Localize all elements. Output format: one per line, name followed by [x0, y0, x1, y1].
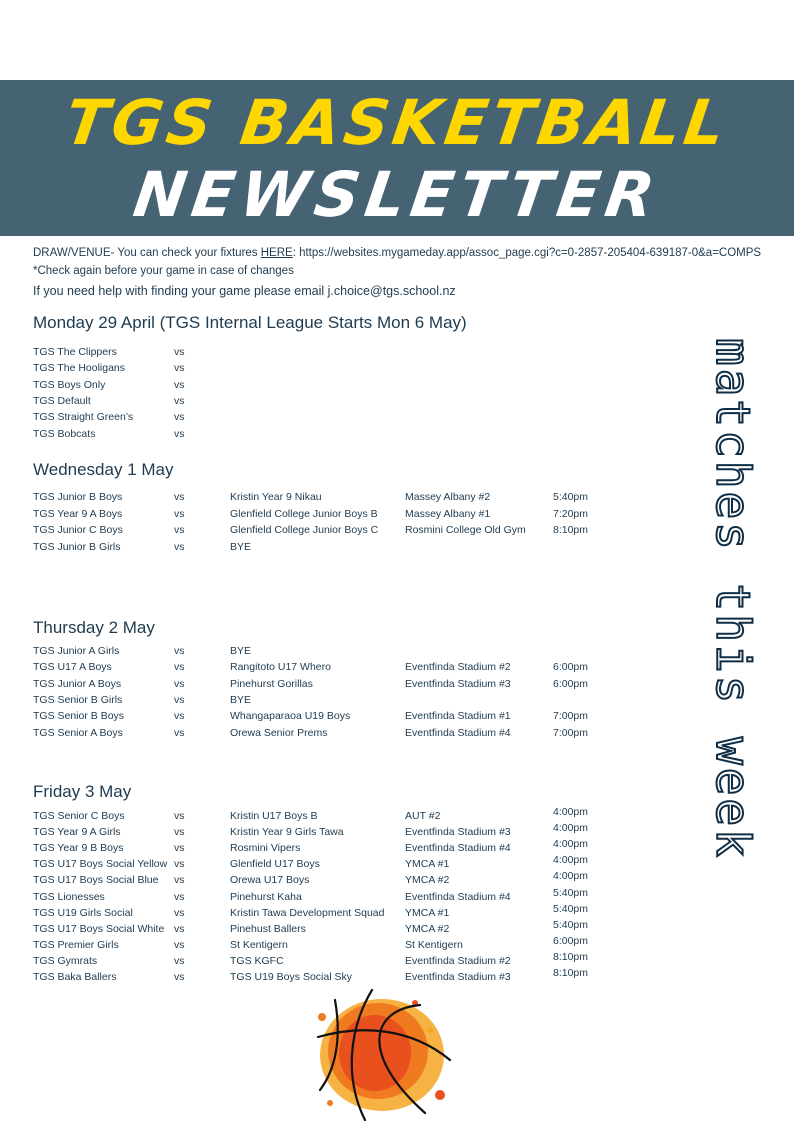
fixture-team: TGS The Hooligans [33, 362, 126, 375]
fixture-venue: AUT #2 [405, 810, 441, 822]
fixture-time: 7:00pm [553, 726, 589, 739]
fixture-team: TGS Baka Ballers [33, 971, 117, 983]
fixture-time: 8:10pm [553, 524, 589, 536]
fixture-vs: vs [174, 890, 185, 903]
fixture-time: 6:00pm [553, 677, 589, 690]
fixture-time: 7:00pm [553, 710, 589, 723]
fixture-team: TGS Junior A Girls [33, 645, 120, 657]
fixture-row [33, 395, 633, 411]
help-line: If you need help with finding your game please email j.choice@tgs.school.nz [33, 284, 456, 298]
fixture-venue: Eventfinda Stadium #4 [405, 726, 511, 739]
fixture-vs: vs [174, 362, 185, 375]
fixture-opponent: Kristin Year 9 Nikau [230, 491, 322, 503]
fixture-team: TGS Junior C Boys [33, 524, 123, 536]
banner-title-line1: TGS BASKETBALL [60, 86, 734, 159]
fixture-vs: vs [174, 661, 185, 674]
check-note: *Check again before your game in case of changes [33, 265, 294, 277]
fixture-vs: vs [174, 378, 185, 391]
fixture-venue: YMCA #1 [405, 858, 450, 871]
fixture-vs: vs [174, 427, 185, 440]
fixture-vs: vs [174, 971, 185, 983]
fixture-vs: vs [174, 954, 185, 967]
fixture-team: TGS The Clippers [33, 346, 117, 358]
fixture-venue: Eventfinda Stadium #3 [405, 826, 511, 839]
fixture-venue: Massey Albany #2 [405, 491, 491, 503]
fixture-vs: vs [174, 540, 185, 553]
fixture-time: 8:10pm [553, 950, 589, 963]
fixture-time: 4:00pm [553, 822, 589, 835]
fixture-opponent: BYE [230, 540, 252, 553]
fixture-team: TGS Senior B Girls [33, 693, 123, 706]
fixture-vs: vs [174, 858, 185, 871]
fixture-row [33, 678, 633, 694]
fixture-row [33, 870, 633, 890]
fixture-row [33, 524, 633, 540]
fixture-venue: St Kentigern [405, 938, 463, 951]
fixture-vs: vs [174, 938, 185, 951]
fixture-row [33, 710, 633, 726]
fixture-time: 8:10pm [553, 967, 589, 979]
fixture-row [33, 411, 633, 427]
fixture-opponent: Kristin Year 9 Girls Tawa [230, 826, 344, 839]
fixture-team: TGS Gymrats [33, 954, 98, 967]
fixture-time: 5:40pm [553, 491, 589, 503]
fixture-opponent: Kristin Tawa Development Squad [230, 906, 385, 919]
fixture-team: TGS Year 9 A Girls [33, 826, 121, 839]
fixture-team: TGS Premier Girls [33, 938, 119, 951]
fixture-opponent: Glenfield College Junior Boys C [230, 524, 379, 536]
fixture-row [33, 902, 633, 923]
side-title-matches-this-week: matches this week [706, 338, 760, 860]
fixture-row [33, 822, 633, 842]
fixture-opponent: BYE [230, 693, 252, 706]
fixture-row [33, 491, 633, 507]
fixture-opponent: Orewa U17 Boys [230, 874, 310, 887]
fixture-vs: vs [174, 810, 185, 822]
fixture-venue: YMCA #2 [405, 874, 450, 887]
fixture-vs: vs [174, 710, 185, 723]
fixture-team: TGS U17 A Boys [33, 661, 112, 674]
day-heading: Wednesday 1 May [33, 460, 174, 479]
fixture-team: TGS Boys Only [33, 378, 106, 391]
fixture-vs: vs [174, 906, 185, 919]
fixture-row [33, 934, 633, 955]
fixture-venue: Rosmini College Old Gym [405, 524, 526, 536]
fixture-venue: Eventfinda Stadium #2 [405, 661, 511, 674]
fixture-venue: Eventfinda Stadium #3 [405, 677, 511, 690]
fixture-team: TGS Junior B Girls [33, 540, 121, 553]
fixture-opponent: Pinehust Ballers [230, 922, 306, 935]
fixture-row [33, 694, 633, 710]
day-heading: Monday 29 April (TGS Internal League Starts Mon 6 May) [33, 313, 467, 332]
fixture-row [33, 508, 633, 524]
fixture-time: 5:40pm [553, 918, 589, 931]
fixture-team: TGS U17 Boys Social White [33, 922, 165, 935]
fixture-vs: vs [174, 645, 185, 657]
fixture-vs: vs [174, 394, 185, 407]
draw-venue-url: : https://websites.mygameday.app/assoc_page.cgi?c=0-2857-205404-639187-0&a=COMPS [292, 247, 762, 259]
fixture-vs: vs [174, 524, 185, 536]
fixture-vs: vs [174, 726, 185, 739]
fixture-row [33, 645, 633, 661]
fixture-team: TGS Lionesses [33, 890, 105, 903]
fixture-venue: Eventfinda Stadium #3 [405, 971, 511, 983]
fixture-vs: vs [174, 874, 185, 887]
fixture-vs: vs [174, 411, 185, 424]
fixture-row [33, 918, 633, 939]
draw-venue-line [33, 247, 761, 259]
banner-title-line2: NEWSLETTER [129, 158, 665, 231]
fixture-row [33, 886, 633, 907]
fixture-time: 5:40pm [553, 902, 589, 915]
fixture-time: 4:00pm [553, 870, 589, 883]
fixture-team: TGS U19 Girls Social [33, 906, 133, 919]
fixture-time: 6:00pm [553, 934, 589, 947]
fixture-vs: vs [174, 677, 185, 690]
fixture-venue: Massey Albany #1 [405, 507, 491, 520]
fixture-row [33, 362, 633, 378]
draw-venue-prefix: DRAW/VENUE- You can check your fixtures [33, 247, 261, 259]
fixture-team: TGS Junior A Boys [33, 677, 122, 690]
fixture-opponent: Rosmini Vipers [230, 842, 301, 855]
fixture-vs: vs [174, 693, 185, 706]
fixture-opponent: Pinehurst Kaha [230, 890, 302, 903]
fixture-opponent: TGS U19 Boys Social Sky [230, 971, 352, 983]
fixture-row [33, 379, 633, 395]
fixture-opponent: Orewa Senior Prems [230, 726, 328, 739]
fixture-team: TGS Senior C Boys [33, 810, 125, 822]
fixture-opponent: Glenfield U17 Boys [230, 858, 320, 871]
fixture-opponent: Kristin U17 Boys B [230, 810, 318, 822]
fixture-opponent: Rangitoto U17 Whero [230, 661, 331, 674]
fixture-row [33, 346, 633, 362]
fixture-team: TGS Junior B Boys [33, 491, 123, 503]
fixture-team: TGS Straight Green’s [33, 411, 134, 424]
fixture-time: 6:00pm [553, 661, 589, 674]
fixture-team: TGS Year 9 B Boys [33, 842, 124, 855]
fixture-team: TGS Bobcats [33, 427, 96, 440]
fixture-vs: vs [174, 346, 185, 358]
fixture-team: TGS Senior A Boys [33, 726, 123, 739]
fixture-vs: vs [174, 507, 185, 520]
fixture-time: 5:40pm [553, 886, 589, 899]
day-heading: Thursday 2 May [33, 618, 155, 637]
fixture-row [33, 428, 633, 444]
fixture-venue: Eventfinda Stadium #2 [405, 954, 511, 967]
fixture-venue: YMCA #2 [405, 922, 450, 935]
fixture-vs: vs [174, 826, 185, 839]
newsletter-banner [0, 80, 794, 236]
fixture-venue: Eventfinda Stadium #4 [405, 890, 511, 903]
fixture-team: TGS Default [33, 394, 91, 407]
fixture-opponent: Glenfield College Junior Boys B [230, 507, 378, 520]
basketball-splash-icon [300, 985, 460, 1123]
fixture-venue: Eventfinda Stadium #4 [405, 842, 511, 855]
fixture-opponent: St Kentigern [230, 938, 288, 951]
fixture-row [33, 838, 633, 858]
fixture-time: 4:00pm [553, 838, 589, 851]
fixture-opponent: TGS KGFC [230, 954, 284, 967]
fixture-time: 4:00pm [553, 806, 589, 818]
fixture-venue: Eventfinda Stadium #1 [405, 710, 511, 723]
fixture-row [33, 806, 633, 826]
fixture-vs: vs [174, 491, 185, 503]
fixture-row [33, 661, 633, 677]
fixture-opponent: Pinehurst Gorillas [230, 677, 313, 690]
fixture-team: TGS Senior B Boys [33, 710, 125, 723]
fixture-opponent: BYE [230, 645, 252, 657]
fixture-opponent: Whangaparaoa U19 Boys [230, 710, 351, 723]
fixtures-here-link[interactable]: HERE [260, 247, 293, 259]
fixture-team: TGS U17 Boys Social Yellow [33, 858, 168, 871]
fixture-time: 4:00pm [553, 854, 589, 867]
day-heading: Friday 3 May [33, 782, 132, 801]
fixture-row [33, 950, 633, 971]
fixture-venue: YMCA #1 [405, 906, 450, 919]
fixture-time: 7:20pm [553, 507, 589, 520]
fixture-team: TGS U17 Boys Social Blue [33, 874, 159, 887]
fixture-row [33, 541, 633, 557]
fixture-row [33, 854, 633, 874]
fixture-team: TGS Year 9 A Boys [33, 507, 123, 520]
fixture-vs: vs [174, 842, 185, 855]
fixture-vs: vs [174, 922, 185, 935]
fixture-row [33, 727, 633, 743]
